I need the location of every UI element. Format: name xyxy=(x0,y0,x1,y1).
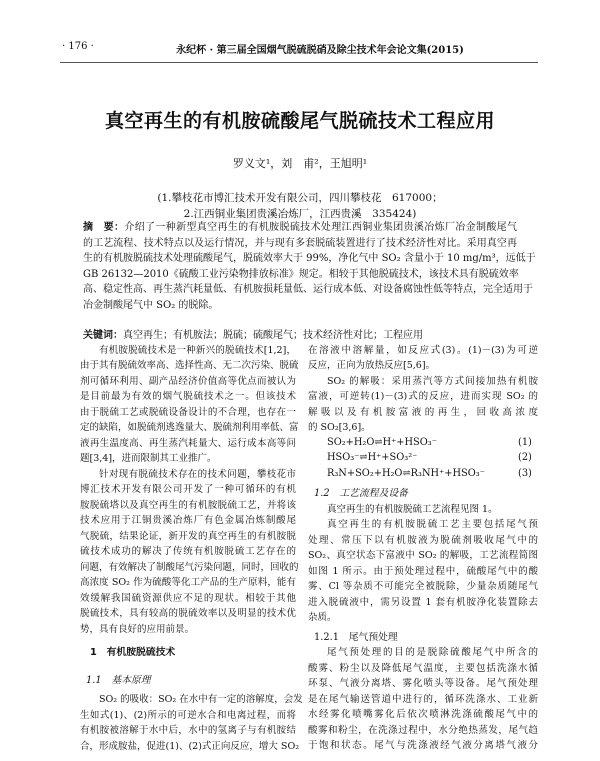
authors: 罗义文¹，刘 甫²，王旭明¹ xyxy=(232,157,368,170)
paragraph-line: 博汇技术开发有限公司开发了一种可循环的有机 xyxy=(80,484,296,495)
paragraph-line: 针对现有脱硫技术存在的技术问题，攀枝花市 xyxy=(99,468,296,480)
equation-number: (1) xyxy=(518,436,532,448)
paragraph-line: 是在尾气输送管道中进行的，循环洗涤水、工业新 xyxy=(308,693,538,705)
paragraph-line: 势，具有良好的应用前景。 xyxy=(80,623,195,635)
paragraph-line: 在溶液中溶解量，如反应式(3)。(1)－(3)为可逆 xyxy=(308,344,538,356)
affiliation-2: 2.江西铜业集团贵溪冶炼厂，江西贵溪 335424) xyxy=(183,208,417,220)
paragraph-line: 雾、Cl 等杂质不可能完全被脱除，少量杂质随尾气 xyxy=(308,581,538,592)
paragraph-line: 杂质。 xyxy=(308,612,337,623)
paragraph-line: 进入脱硫液中，需另设置 1 套有机胺净化装置除去 xyxy=(308,596,538,608)
paragraph-line: 富液，可逆转(1)－(3)式的反应，进而实现 SO₂ 的 xyxy=(308,391,538,402)
page-number: · 176 · xyxy=(62,41,94,52)
paragraph-line: 高浓度 SO₂ 作为硫酸等化工产品的生产原料，能有 xyxy=(80,577,296,588)
paragraph-line: 合，形成胺盐，促进(1)、(2)式正向反应，增大 SO₂ xyxy=(80,740,300,752)
equation-number: (2) xyxy=(518,452,532,463)
abstract-line: GB 26132—2010《硫酸工业污染物排放标准》规定。相较于其他脱硫技术，该技术具有脱硫效率 xyxy=(83,268,519,280)
paragraph-line: 的 SO₂[3,6]。 xyxy=(308,422,371,433)
paragraph-line: 技术应用于江铜贵溪冶炼厂有色金属冶炼制酸尾 xyxy=(80,515,296,526)
equation: R₃N+SO₂+H₂O⇌R₃NH⁺+HSO₃⁻ xyxy=(327,467,485,479)
running-header: 永纪杯 · 第三届全国烟气脱硫脱硝及除尘技术年会论文集(2015) xyxy=(176,45,464,56)
abstract-line: 冶金制酸尾气中 SO₂ 的脱除。 xyxy=(83,299,219,311)
abstract-label: 摘 要： xyxy=(83,222,125,233)
affiliation-1: (1.攀枝花市博汇技术开发有限公司，四川攀枝花 617000； xyxy=(157,192,443,204)
paragraph-line: 问题，有效解决了制酸尾气污染问题，同时，回收的 xyxy=(80,561,299,573)
paragraph-line: 脱硫技术，具有较高的脱硫效率以及明显的技术优 xyxy=(80,608,296,619)
paragraph-line: 硫技术成功的解决了传统有机胺脱硫工艺存在的 xyxy=(80,546,296,557)
section-heading: 1.2 工艺流程及设备 xyxy=(314,488,408,499)
paragraph-line: 题[3,4]，进而限制其工业推广。 xyxy=(80,453,217,464)
paragraph-line: SO₂、真空状态下富液中 SO₂ 的解吸，工艺流程简图 xyxy=(308,550,538,561)
paragraph-line: 胺脱硫塔以及真空再生的有机胺脱硫工艺，并将该 xyxy=(80,499,296,511)
abstract-line: 的工艺流程、技术特点以及运行情况，并与现有多套脱硫装置进行了技术经济性对比。采用真空再 xyxy=(83,237,517,249)
header-divider xyxy=(60,62,538,63)
section-heading: 1 有机胺脱硫技术 xyxy=(90,647,176,658)
paragraph-line: SO₂ 的吸收：SO₂ 在水中有一定的溶解度，会发 xyxy=(99,694,303,705)
paragraph-line: 由于脱硫工艺或脱硫设备设计的不合理，也存在一 xyxy=(80,406,296,418)
paragraph-line: 气脱硫，结果论证，新开发的真空再生的有机胺脱 xyxy=(80,530,296,542)
paragraph-line: 处理、常压下以有机胺液为脱硫剂吸收尾气中的 xyxy=(308,534,538,546)
paragraph-line: 水经雾化喷嘴雾化后依次喷淋洗涤硫酸尾气中的 xyxy=(308,709,538,720)
keywords-label: 关键词： xyxy=(83,330,123,341)
paragraph-line: 生如式(1)、(2)所示的可逆水合和电离过程，而将 xyxy=(80,709,296,721)
abstract-line xyxy=(83,218,517,233)
abstract-line: 高、稳定性高、再生蒸汽耗量低、有机胺损耗量低、运行成本低、对设备腐蚀性低等特点，完全适用于 xyxy=(83,284,533,295)
paragraph-line: 液再生温度高、再生蒸汽耗量大、运行成本高等问 xyxy=(80,437,296,449)
equation: HSO₃⁻⇌H⁺+SO₃²⁻ xyxy=(327,452,418,463)
paragraph-line: 剂可循环利用、副产品经济价值高等优点而被认为 xyxy=(80,375,296,387)
paragraph-line: 于饱和状态。尾气与洗涤液经气液分离塔气液分 xyxy=(308,740,538,751)
paragraph-line: 定的缺陷，如脱硫剂逃逸量大、脱硫剂利用率低、富 xyxy=(80,422,299,433)
paragraph-line: 尾气预处理的目的是脱除硫酸尾气中所含的 xyxy=(327,647,538,658)
paragraph-line: 酸雾、粉尘以及降低尾气温度，主要包括洗涤水循 xyxy=(308,662,538,674)
paragraph-line: 由于其有脱硫效率高、选择性高、无二次污染、脱硫 xyxy=(80,360,299,371)
abstract-line: 生的有机胺脱硫技术处理硫酸尾气，脱硫效率大于 99%，净化气中 SO₂ 含量小于 10 mg/m³，远低于 xyxy=(83,253,536,264)
paragraph-line: SO₂ 的解吸：采用蒸汽等方式间接加热有机胺 xyxy=(327,375,538,387)
paragraph-line: 真空再生的有机胺脱硫工艺流程见图 1。 xyxy=(327,503,498,515)
paragraph-line: 是目前最为有效的烟气脱硫技术之一。但该技术 xyxy=(80,391,296,402)
paragraph-line: 酸雾和粉尘，在洗涤过程中，水分绝热蒸发，尾气趋 xyxy=(308,724,538,736)
abstract-text: 介绍了一种新型真空再生的有机胺脱硫技术处理江西铜业集团贵溪冶炼厂冶金制酸尾气 xyxy=(124,222,518,233)
keywords-text: 真空再生；有机胺法；脱硫；硫酸尾气；技术经济性对比；工程应用 xyxy=(123,330,423,341)
section-heading: 1.2.1 尾气预处理 xyxy=(314,631,398,643)
paragraph-line: 真空再生的有机胺脱硫工艺主要包括尾气预 xyxy=(327,519,538,530)
paragraph-line: 有机胺脱硫技术是一种新兴的脱硫技术[1,2]， xyxy=(99,344,296,356)
equation-number: (3) xyxy=(518,467,532,479)
section-heading: 1.1 基本原理 xyxy=(86,674,151,686)
paragraph-line: 如图 1 所示。由于预处理过程中，硫酸尾气中的酸 xyxy=(308,565,538,577)
equation: SO₂+H₂O⇌H⁺+HSO₃⁻ xyxy=(327,436,437,448)
paragraph-line: 解吸以及有机胺富液的再生，回收高浓度 xyxy=(308,406,538,418)
paragraph-line: 有机胺被溶解于水中后，水中的氢离子与有机胺结 xyxy=(80,725,296,736)
paragraph-line: 效缓解我国硫资源供应不足的现状。相较于其他 xyxy=(80,592,296,604)
paragraph-line: 反应，正向为放热反应[5,6]。 xyxy=(308,360,436,371)
keywords xyxy=(83,326,517,341)
paper-title: 真空再生的有机胺硫酸尾气脱硫技术工程应用 xyxy=(104,110,495,132)
paragraph-line: 环泵、气液分离塔、雾化喷头等设备。尾气预处理 xyxy=(308,678,538,689)
